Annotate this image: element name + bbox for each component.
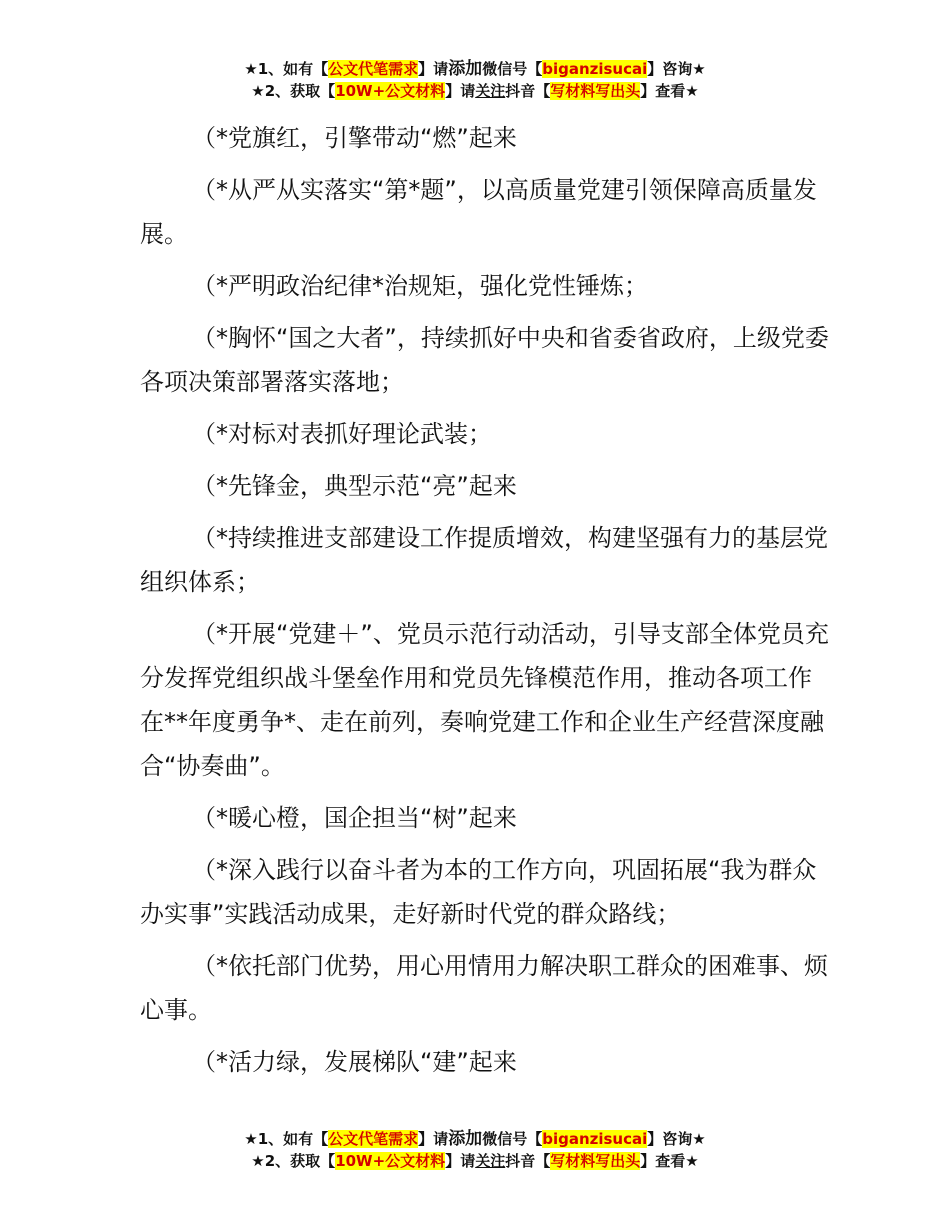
paragraph-10: （*深入践行以奋斗者为本的工作方向，巩固拓展“我为群众办实事”实践活动成果，走好新时代党的群众路线； <box>140 856 817 928</box>
document-body <box>140 116 830 1092</box>
header-line-2-mid: 】请 <box>445 82 476 100</box>
footer-line-2-mid2: 抖音【 <box>505 1152 551 1170</box>
footer-line-1-highlight-service: 公文代笔需求 <box>328 1130 419 1148</box>
footer-line-2-highlight-materials: 10W+公文材料 <box>335 1152 446 1170</box>
footer-line-2-suffix: 】查看★ <box>640 1152 699 1170</box>
header-line-2-suffix: 】查看★ <box>640 82 699 100</box>
footer-line-2 <box>0 1150 950 1172</box>
footer-line-1-highlight-wechat: biganzisucai <box>542 1130 648 1148</box>
paragraph-7: （*持续推进支部建设工作提质增效，构建坚强有力的基层党组织体系； <box>140 524 828 596</box>
header-line-1-mid2: 微信号【 <box>482 60 543 78</box>
paragraph-6: （*先锋金，典型示范“亮”起来 <box>192 472 517 500</box>
footer-line-2-prefix: ★2、获取【 <box>251 1152 336 1170</box>
header-line-1-mid: 】请 <box>418 60 449 78</box>
paragraph-5: （*对标对表抓好理论武装； <box>192 420 492 448</box>
header-line-1-prefix: ★1、如有【 <box>244 60 329 78</box>
paragraph-4: （*胸怀“国之大者”，持续抓好中央和省委省政府，上级党委各项决策部署落实落地； <box>140 324 829 396</box>
header-line-2 <box>0 80 950 102</box>
header-line-2-emphasis: 关注 <box>475 82 506 100</box>
footer-line-2-mid: 】请 <box>445 1152 476 1170</box>
footer-line-1-prefix: ★1、如有【 <box>244 1130 329 1148</box>
footer-line-1-mid2: 微信号【 <box>482 1130 543 1148</box>
paragraph-2: （*从严从实落实“第*题”，以高质量党建引领保障高质量发展。 <box>140 176 817 248</box>
paragraph-8: （*开展“党建＋”、党员示范行动活动，引导支部全体党员充分发挥党组织战斗堡垒作用和党员先锋模范作用，推动各项工作在**年度勇争*、走在前列，奏响党建工作和企业生产经营深度融合“协奏曲”。 <box>140 620 829 780</box>
paragraph-9: （*暖心橙，国企担当“树”起来 <box>192 804 517 832</box>
header-line-1-emphasis: 添加 <box>448 59 483 79</box>
paragraph-3: （*严明政治纪律*治规矩，强化党性锤炼； <box>192 272 648 300</box>
header-line-1 <box>0 58 950 80</box>
header-line-2-highlight-materials: 10W+公文材料 <box>335 82 446 100</box>
header-line-1-highlight-wechat: biganzisucai <box>542 60 648 78</box>
footer-line-1-emphasis: 添加 <box>448 1129 483 1149</box>
paragraph-1: （*党旗红，引擎带动“燃”起来 <box>192 124 517 152</box>
paragraph-11: （*依托部门优势，用心用情用力解决职工群众的困难事、烦心事。 <box>140 952 828 1024</box>
header-banner <box>0 58 950 102</box>
header-line-1-highlight-service: 公文代笔需求 <box>328 60 419 78</box>
header-line-1-suffix: 】咨询★ <box>647 60 706 78</box>
footer-line-1-suffix: 】咨询★ <box>647 1130 706 1148</box>
header-line-2-mid2: 抖音【 <box>505 82 551 100</box>
header-line-2-highlight-douyin: 写材料写出头 <box>550 82 641 100</box>
footer-banner <box>0 1128 950 1172</box>
footer-line-1 <box>0 1128 950 1150</box>
footer-line-2-emphasis: 关注 <box>475 1152 506 1170</box>
paragraph-12: （*活力绿，发展梯队“建”起来 <box>192 1048 517 1076</box>
header-line-2-prefix: ★2、获取【 <box>251 82 336 100</box>
footer-line-2-highlight-douyin: 写材料写出头 <box>550 1152 641 1170</box>
footer-line-1-mid: 】请 <box>418 1130 449 1148</box>
